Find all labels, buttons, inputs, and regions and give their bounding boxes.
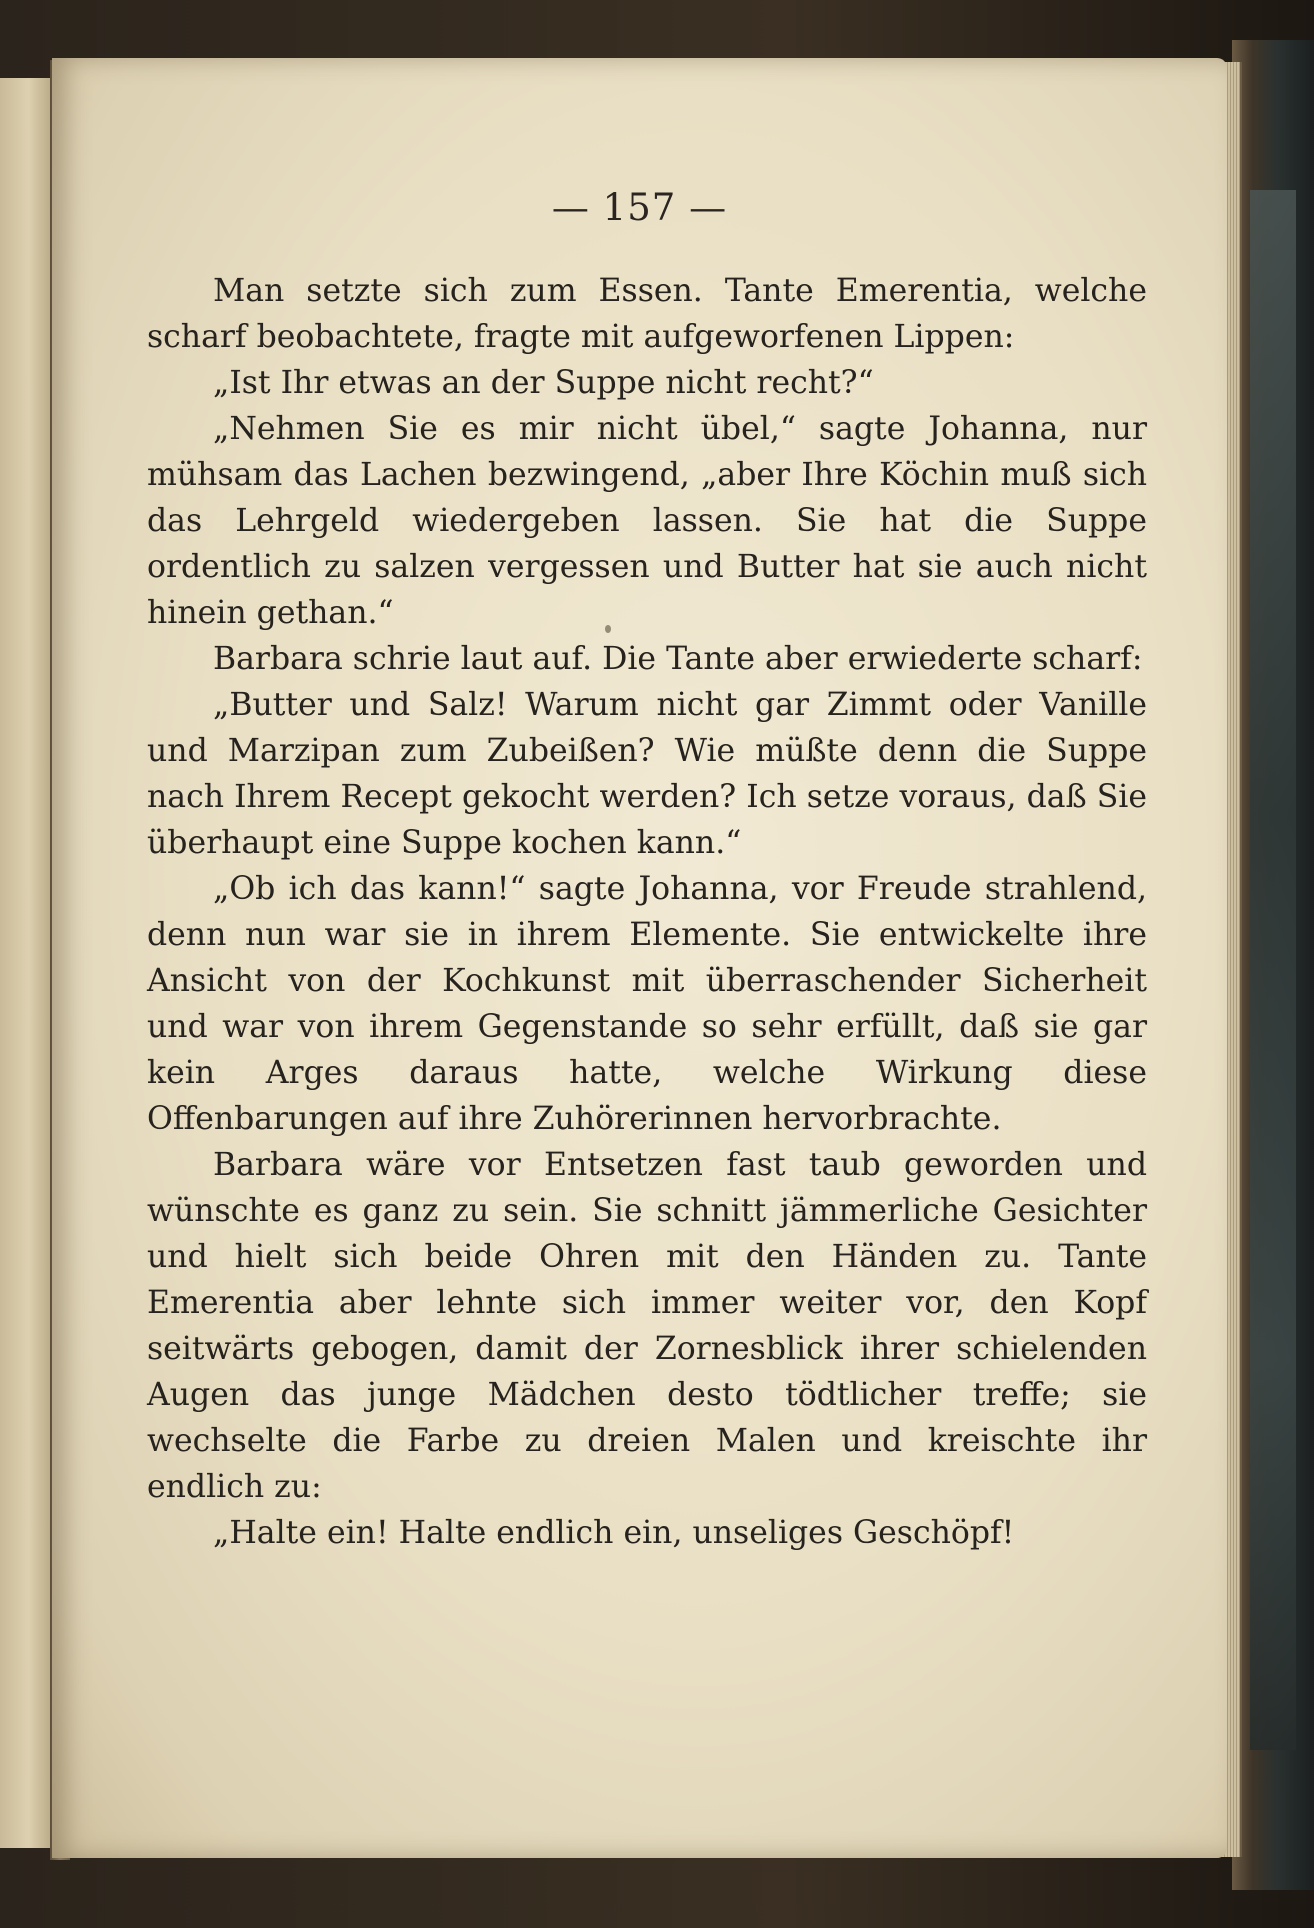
book-cover-right xyxy=(1232,40,1314,1890)
paragraph: „Ob ich das kann!“ sagte Johanna, vor Freude strahlend, denn nun war sie in ihrem Elemente. Sie entwickelte ihre Ansicht von der Kochkunst mit überraschender Sicherheit und war von ihrem Gegenstande so sehr erfüllt, daß sie gar kein Arges daraus hatte, welche Wirkung diese Offenbarungen auf ihre Zuhörerinnen hervorbrachte. xyxy=(147,871,1147,1137)
paragraph: „Halte ein! Halte endlich ein, unseliges Geschöpf! xyxy=(213,1515,1015,1551)
paragraph: „Butter und Salz! Warum nicht gar Zimmt oder Vanille und Marzipan zum Zubeißen? Wie müßte denn die Suppe nach Ihrem Recept gekocht werden? Ich setze voraus, daß Sie überhaupt eine Suppe kochen kann.“ xyxy=(147,687,1147,861)
paragraph: Man setzte sich zum Essen. Tante Emerentia, welche scharf beobachtete, fragte mit aufgeworfenen Lippen: xyxy=(147,273,1147,355)
paragraph: „Ist Ihr etwas an der Suppe nicht recht?“ xyxy=(213,365,874,401)
paragraph: Barbara wäre vor Entsetzen fast taub geworden und wünschte es ganz zu sein. Sie schnitt jämmerliche Gesichter und hielt sich beide Ohren mit den Händen zu. Tante Emerentia aber lehnte sich immer weiter vor, den Kopf seitwärts gebogen, damit der Zornesblick ihrer schielenden Augen das junge Mädchen desto tödtlicher treffe; sie wechselte die Farbe zu dreien Malen und kreischte ihr endlich zu: xyxy=(147,1147,1147,1505)
page-text xyxy=(147,268,1147,1556)
book-page xyxy=(52,58,1227,1858)
paragraph: Barbara schrie laut auf. Die Tante aber erwiederte scharf: xyxy=(213,641,1143,677)
left-page-edge xyxy=(0,78,54,1848)
ink-spot xyxy=(605,625,611,633)
paragraph: „Nehmen Sie es mir nicht übel,“ sagte Johanna, nur mühsam das Lachen bezwingend, „aber Ihre Köchin muß sich das Lehrgeld wiedergeben lassen. Sie hat die Suppe ordentlich zu salzen vergessen und Butter hat sie auch nicht hinein gethan.“ xyxy=(147,411,1147,631)
page-number: — 157 — xyxy=(551,186,728,229)
